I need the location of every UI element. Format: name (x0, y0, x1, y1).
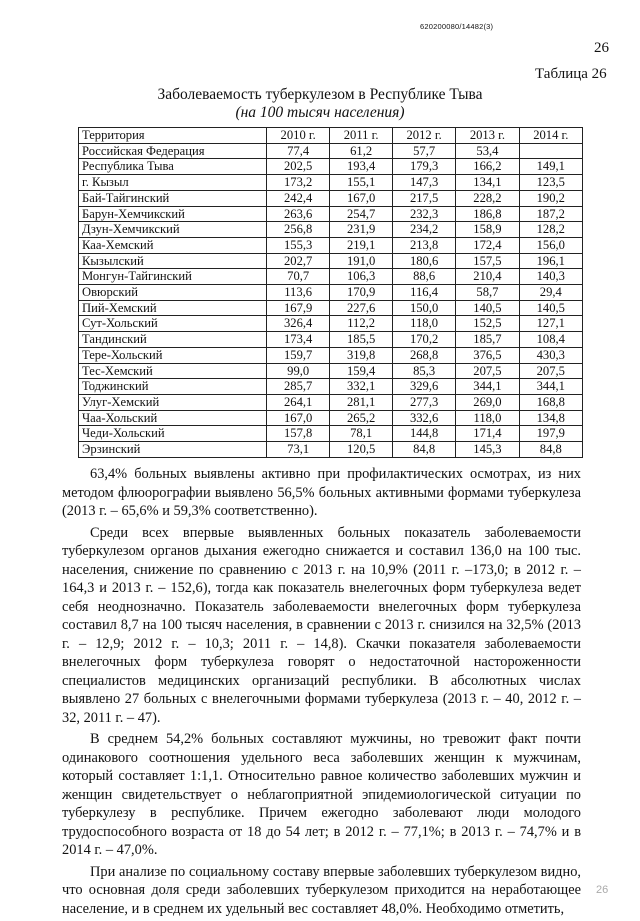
value-cell: 344,1 (456, 379, 519, 395)
table-row (79, 316, 583, 332)
value-cell: 157,8 (267, 426, 330, 442)
value-cell: 202,7 (267, 253, 330, 269)
value-cell: 193,4 (330, 159, 393, 175)
value-cell: 285,7 (267, 379, 330, 395)
body-text (62, 465, 581, 921)
value-cell: 319,8 (330, 347, 393, 363)
value-cell: 234,2 (392, 222, 455, 238)
table-header-row (79, 128, 583, 144)
value-cell: 173,4 (267, 332, 330, 348)
table-row (79, 300, 583, 316)
page-number: 26 (594, 40, 609, 56)
value-cell: 254,7 (330, 206, 393, 222)
value-cell: 73,1 (267, 442, 330, 458)
value-cell: 228,2 (456, 190, 519, 206)
value-cell: 58,7 (456, 285, 519, 301)
value-cell: 57,7 (392, 143, 455, 159)
value-cell: 77,4 (267, 143, 330, 159)
value-cell: 376,5 (456, 347, 519, 363)
value-cell: 196,1 (519, 253, 582, 269)
value-cell: 185,7 (456, 332, 519, 348)
value-cell: 197,9 (519, 426, 582, 442)
table-row (79, 442, 583, 458)
table-body (79, 143, 583, 457)
territory-cell: Пий-Хемский (79, 300, 267, 316)
value-cell: 84,8 (519, 442, 582, 458)
value-cell: 191,0 (330, 253, 393, 269)
table-row (79, 143, 583, 159)
territory-cell: Российская Федерация (79, 143, 267, 159)
value-cell: 326,4 (267, 316, 330, 332)
column-header: Территория (79, 128, 267, 144)
territory-cell: Каа-Хемский (79, 237, 267, 253)
value-cell: 166,2 (456, 159, 519, 175)
territory-cell: Республика Тыва (79, 159, 267, 175)
paragraph: В среднем 54,2% больных составляют мужчины, но тревожит факт почти одинакового соотношения удельного веса заболевших женщин к мужчинам, который составляет 1:1,1. Относительно равное количество заболевших мужчин и женщин свидетельствует о неблагоприятной эпидемиологической ситуации по туберкулезу в республике. Причем ежегодно заболевают люди молодого трудоспособного возраста от 18 до 54 лет; в 2012 г. – 77,1%; в 2013 г. – 74,7% и в 2014 г. – 47,0%. (62, 731, 581, 858)
value-cell: 116,4 (392, 285, 455, 301)
table-row (79, 410, 583, 426)
value-cell: 152,5 (456, 316, 519, 332)
table-row (79, 222, 583, 238)
value-cell: 88,6 (392, 269, 455, 285)
value-cell: 53,4 (456, 143, 519, 159)
territory-cell: Монгун-Тайгинский (79, 269, 267, 285)
value-cell: 186,8 (456, 206, 519, 222)
column-header: 2013 г. (456, 128, 519, 144)
table-label: Таблица 26 (535, 66, 607, 82)
value-cell: 140,5 (456, 300, 519, 316)
value-cell: 29,4 (519, 285, 582, 301)
table-row (79, 379, 583, 395)
value-cell: 170,9 (330, 285, 393, 301)
value-cell: 118,0 (456, 410, 519, 426)
paragraph: 63,4% больных выявлены активно при профилактических осмотрах, из них методом флюорографии выявлено 56,5% больных активными формами туберкулеза (2013 г. – 65,6% и 59,3% соответственно). (62, 466, 581, 519)
value-cell: 179,3 (392, 159, 455, 175)
territory-cell: Эрзинский (79, 442, 267, 458)
value-cell: 158,9 (456, 222, 519, 238)
value-cell: 134,8 (519, 410, 582, 426)
value-cell: 78,1 (330, 426, 393, 442)
value-cell: 157,5 (456, 253, 519, 269)
territory-cell: г. Кызыл (79, 175, 267, 191)
territory-cell: Тес-Хемский (79, 363, 267, 379)
value-cell: 217,5 (392, 190, 455, 206)
territory-cell: Улуг-Хемский (79, 394, 267, 410)
value-cell: 219,1 (330, 237, 393, 253)
value-cell: 128,2 (519, 222, 582, 238)
value-cell: 180,6 (392, 253, 455, 269)
value-cell: 263,6 (267, 206, 330, 222)
table-row (79, 190, 583, 206)
value-cell: 134,1 (456, 175, 519, 191)
value-cell: 171,4 (456, 426, 519, 442)
value-cell: 85,3 (392, 363, 455, 379)
table-row (79, 206, 583, 222)
table-row (79, 253, 583, 269)
value-cell: 149,1 (519, 159, 582, 175)
territory-cell: Тоджинский (79, 379, 267, 395)
table-title (0, 86, 640, 122)
value-cell: 430,3 (519, 347, 582, 363)
territory-cell: Сут-Хольский (79, 316, 267, 332)
territory-cell: Тере-Хольский (79, 347, 267, 363)
table-title-sub: (на 100 тысяч населения) (235, 104, 405, 121)
table-title-main: Заболеваемость туберкулезом в Республике Тыва (157, 86, 483, 103)
value-cell: 207,5 (456, 363, 519, 379)
territory-cell: Чаа-Хольский (79, 410, 267, 426)
column-header: 2012 г. (392, 128, 455, 144)
value-cell: 120,5 (330, 442, 393, 458)
value-cell: 329,6 (392, 379, 455, 395)
value-cell: 173,2 (267, 175, 330, 191)
corner-page-mark: 26 (596, 884, 609, 896)
value-cell: 187,2 (519, 206, 582, 222)
value-cell: 140,5 (519, 300, 582, 316)
value-cell: 227,6 (330, 300, 393, 316)
territory-cell: Барун-Хемчикский (79, 206, 267, 222)
table-row (79, 159, 583, 175)
column-header: 2010 г. (267, 128, 330, 144)
value-cell: 277,3 (392, 394, 455, 410)
value-cell: 159,7 (267, 347, 330, 363)
table-row (79, 394, 583, 410)
territory-cell: Тандинский (79, 332, 267, 348)
table-row (79, 269, 583, 285)
table-row (79, 237, 583, 253)
value-cell: 256,8 (267, 222, 330, 238)
territory-cell: Дзун-Хемчикский (79, 222, 267, 238)
value-cell: 113,6 (267, 285, 330, 301)
territory-cell: Чеди-Хольский (79, 426, 267, 442)
value-cell (519, 143, 582, 159)
value-cell: 84,8 (392, 442, 455, 458)
paragraph: Среди всех впервые выявленных больных показатель заболеваемости туберкулезом органов дыхания ежегодно снижается и составил 136,0 на 100 тыс. населения, снижение по сравнению с 2013 г. на 10,9% (2011 г. –173,0; в 2012 г. – 164,3 и 2013 г. – 152,6), тогда как показатель внелегочных форм туберкулеза ведет себя неоднозначно. Показатель заболеваемости внелегочных форм туберкулеза составил 8,7 на 100 тысяч населения, в сравнении с 2013 г. снизился на 32,5% (2013 г. – 12,9; 2012 г. – 10,3; 2011 г. – 14,8). Скачки показателя заболеваемости внелегочных форм туберкулеза говорят о недостаточной настороженности специалистов медицинских организаций республики. В абсолютных числах выявлено 27 больных с внелегочными формами туберкулеза (2013 г. – 40, 2012 г. – 32, 2011 г. – 47). (62, 524, 581, 726)
value-cell: 242,4 (267, 190, 330, 206)
value-cell: 269,0 (456, 394, 519, 410)
value-cell: 202,5 (267, 159, 330, 175)
table-row (79, 285, 583, 301)
value-cell: 264,1 (267, 394, 330, 410)
table-row (79, 175, 583, 191)
value-cell: 213,8 (392, 237, 455, 253)
incidence-table (78, 127, 583, 458)
table-row (79, 332, 583, 348)
value-cell: 210,4 (456, 269, 519, 285)
value-cell: 265,2 (330, 410, 393, 426)
table-row (79, 426, 583, 442)
value-cell: 147,3 (392, 175, 455, 191)
value-cell: 127,1 (519, 316, 582, 332)
value-cell: 144,8 (392, 426, 455, 442)
territory-cell: Кызылский (79, 253, 267, 269)
value-cell: 112,2 (330, 316, 393, 332)
value-cell: 190,2 (519, 190, 582, 206)
value-cell: 155,1 (330, 175, 393, 191)
value-cell: 99,0 (267, 363, 330, 379)
value-cell: 185,5 (330, 332, 393, 348)
value-cell: 167,0 (330, 190, 393, 206)
column-header: 2011 г. (330, 128, 393, 144)
value-cell: 118,0 (392, 316, 455, 332)
value-cell: 332,6 (392, 410, 455, 426)
value-cell: 70,7 (267, 269, 330, 285)
value-cell: 281,1 (330, 394, 393, 410)
value-cell: 167,9 (267, 300, 330, 316)
table-row (79, 363, 583, 379)
value-cell: 170,2 (392, 332, 455, 348)
value-cell: 268,8 (392, 347, 455, 363)
value-cell: 123,5 (519, 175, 582, 191)
value-cell: 156,0 (519, 237, 582, 253)
territory-cell: Бай-Тайгинский (79, 190, 267, 206)
paragraph: При анализе по социальному составу впервые заболевших туберкулезом видно, что основная доля среди заболевших туберкулезом приходится на неработающее население, и в среднем их удельный вес составляет 48,0%. Необходимо отметить, (62, 863, 581, 917)
value-cell: 167,0 (267, 410, 330, 426)
value-cell: 145,3 (456, 442, 519, 458)
value-cell: 61,2 (330, 143, 393, 159)
territory-cell: Овюрский (79, 285, 267, 301)
value-cell: 155,3 (267, 237, 330, 253)
value-cell: 344,1 (519, 379, 582, 395)
value-cell: 140,3 (519, 269, 582, 285)
value-cell: 207,5 (519, 363, 582, 379)
value-cell: 106,3 (330, 269, 393, 285)
value-cell: 168,8 (519, 394, 582, 410)
value-cell: 231,9 (330, 222, 393, 238)
value-cell: 172,4 (456, 237, 519, 253)
value-cell: 332,1 (330, 379, 393, 395)
value-cell: 159,4 (330, 363, 393, 379)
column-header: 2014 г. (519, 128, 582, 144)
value-cell: 108,4 (519, 332, 582, 348)
table-row (79, 347, 583, 363)
document-id: 620200080/14482(3) (420, 22, 494, 31)
value-cell: 150,0 (392, 300, 455, 316)
value-cell: 232,3 (392, 206, 455, 222)
